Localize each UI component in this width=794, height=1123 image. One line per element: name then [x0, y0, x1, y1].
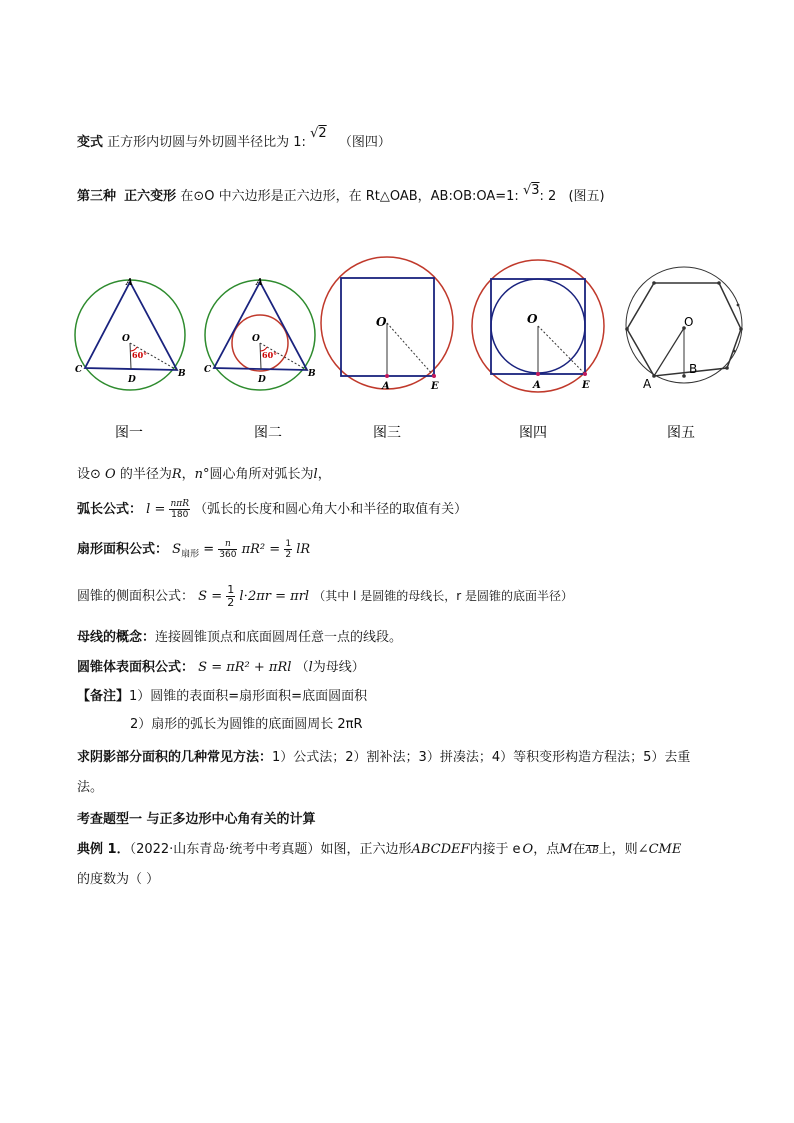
shaded-methods-line: 求阴影部分面积的几种常见方法：1）公式法；2）割补法；3）拼凑法；4）等积变形构造方程法；5）去重 [77, 750, 691, 765]
f1-angle: 60° [132, 350, 148, 360]
variant-fig: （图四） [338, 135, 391, 150]
setup-line: 设⊙ O 的半径为R，n°圆心角所对弧长为l， [77, 467, 331, 482]
figure-1 [75, 278, 186, 390]
remark-line-1: 【备注】1）圆锥的表面积=扇形面积=底面圆面积 [77, 689, 368, 704]
variant-line [77, 126, 391, 150]
variant-text: 正方形内切圆与外切圆半径比为 1: [107, 135, 306, 150]
example-line-2: 的度数为（ ） [77, 872, 160, 887]
variant-label: 变式 [77, 135, 104, 150]
f5-A: A [643, 377, 652, 391]
third-tail: : 2 [539, 189, 557, 204]
third-sub: 正六变形 [124, 189, 177, 204]
f4-E: E [582, 380, 590, 391]
cone-side-note: （其中 l 是圆锥的母线长，r 是圆锥的底面半径） [313, 589, 573, 603]
f4-O: O [527, 312, 538, 326]
third-fig: (图五) [568, 189, 605, 204]
f3-E: E [431, 381, 439, 392]
caption-1: 图一 [115, 425, 143, 441]
f2-A: A [256, 278, 263, 288]
f2-O: O [252, 334, 260, 344]
figure-4 [472, 260, 604, 392]
remark-line-2: 2）扇形的弧长为圆锥的底面圆周长 2πR [130, 717, 363, 732]
topic-title: 考查题型一 与正多边形中心角有关的计算 [77, 812, 316, 827]
f3-O: O [376, 315, 387, 329]
example-line-1: 典例 1．（2022·山东青岛·统考中考真题）如图，正六边形ABCDEF内接于 e O，点M在$\overline{AB}$上，则∠CME [77, 842, 682, 857]
arc-fraction: $\frac{\text{nπR}}{180}$ [170, 499, 189, 520]
caption-3: 图三 [373, 425, 401, 441]
figure-5 [625, 267, 743, 391]
shaded-methods-line-2: 法。 [77, 780, 104, 795]
f5-B: B [689, 362, 698, 376]
cone-side-label: 圆锥的侧面积公式： [77, 589, 195, 604]
sector-label: 扇形面积公式： [77, 542, 169, 557]
cone-side-line: 圆锥的侧面积公式： S = $\frac{1}{2}$ l⋅2πr = πrl （其中 l 是圆锥的母线长，r 是圆锥的底面半径） [77, 583, 573, 609]
f4-A: A [533, 380, 541, 391]
f1-D: D [128, 375, 136, 385]
f1-B: B [178, 369, 186, 379]
sqrt-3: √3 [522, 183, 540, 198]
cone-total-line: 圆锥体表面积公式： S = πR² + πRl （l为母线） [77, 660, 365, 675]
third-line [77, 185, 605, 204]
caption-2: 图二 [254, 425, 282, 441]
caption-4: 图四 [519, 425, 547, 441]
f1-C: C [75, 365, 83, 375]
third-text: 在⊙O 中六边形是正六边形，在 Rt△OAB，AB:OB:OA=1: [180, 189, 519, 204]
sector-formula-line: 扇形面积公式： $S_{扇形}$ = $\frac{n}{360}$ πR² = $\frac{1}{2}$ lR [77, 539, 311, 560]
f2-D: D [258, 375, 266, 385]
f3-A: A [382, 381, 390, 392]
f2-B: B [308, 369, 316, 379]
figures-row [0, 255, 794, 441]
third-label: 第三种 [77, 189, 117, 204]
figure-3 [321, 257, 453, 392]
arc-formula-line: 弧长公式： l = $\frac{\text{nπR}}{180}$ （弧长的长度和圆心角大小和半径的取值有关） [77, 499, 468, 520]
arc-note: （弧长的长度和圆心角大小和半径的取值有关） [194, 502, 468, 517]
arc-label: 弧长公式： [77, 502, 143, 517]
f2-C: C [204, 365, 212, 375]
figure-2 [204, 278, 316, 390]
f5-O: O [684, 315, 694, 329]
caption-5: 图五 [667, 425, 695, 441]
generatrix-line: 母线的概念：连接圆锥顶点和底面圆周任意一点的线段。 [77, 630, 403, 645]
f1-O: O [122, 334, 130, 344]
sqrt-2: √2 [310, 126, 327, 141]
f1-A: A [126, 278, 133, 288]
f2-angle: 60° [262, 350, 278, 360]
